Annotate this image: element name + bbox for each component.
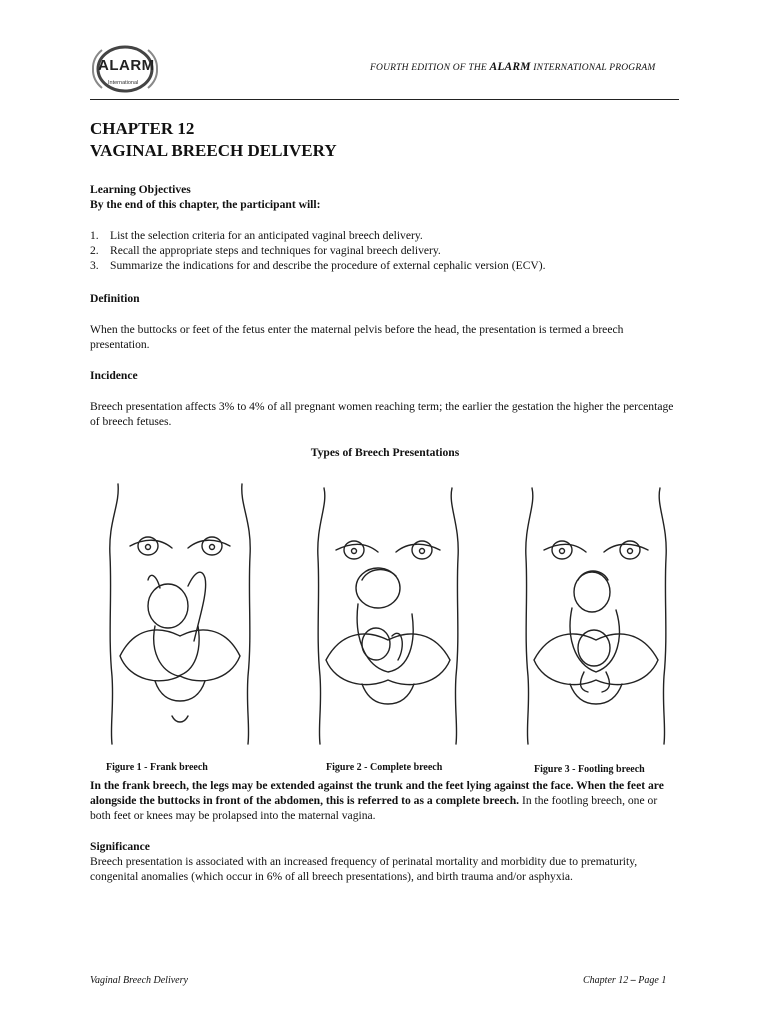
footer-chapter: Chapter 12 xyxy=(583,975,631,986)
objectives-list xyxy=(90,228,680,273)
list-item-number: 2. xyxy=(90,244,99,257)
footling-breech-illustration xyxy=(508,476,678,746)
header-rule xyxy=(90,99,679,100)
edition-suffix: INTERNATIONAL PROGRAM xyxy=(530,63,656,73)
types-paragraph xyxy=(90,778,680,823)
footer-page-number: Page 1 xyxy=(635,975,667,986)
footer-title: Vaginal Breech Delivery xyxy=(90,975,188,986)
list-item-number: 1. xyxy=(90,229,99,242)
definition-text: When the buttocks or feet of the fetus enter the maternal pelvis before the head, the presentation is termed a breech presentation. xyxy=(90,323,624,351)
list-item-text: List the selection criteria for an anticipated vaginal breech delivery. xyxy=(110,229,423,242)
figure-complete-breech xyxy=(302,476,472,773)
edition-heading xyxy=(370,61,690,73)
logo-subtext: International xyxy=(108,80,139,86)
list-item xyxy=(90,258,680,273)
objectives-heading: Learning Objectives xyxy=(90,183,191,196)
list-item-text: Summarize the indications for and describe the procedure of external cephalic version (ECV). xyxy=(110,259,546,272)
figure-frank-breech xyxy=(90,476,260,773)
figure-2-caption: Figure 2 - Complete breech xyxy=(326,762,443,773)
definition-heading: Definition xyxy=(90,292,140,305)
frank-breech-illustration xyxy=(90,476,260,746)
breech-figures xyxy=(90,476,680,776)
logo-text: ALARM xyxy=(98,57,155,74)
significance-text: Breech presentation is associated with an increased frequency of perinatal mortality and morbidity due to prematurity, congenital anomalies (which occur in 6% of all breech presentations), and birth trauma and/or asphyxia. xyxy=(90,855,638,883)
list-item-text: Recall the appropriate steps and techniques for vaginal breech delivery. xyxy=(110,244,441,257)
significance-heading: Significance xyxy=(90,840,150,853)
figure-3-caption: Figure 3 - Footling breech xyxy=(534,764,645,775)
alarm-logo xyxy=(90,42,160,96)
types-paragraph-bold: In the frank breech, the legs may be extended against the trunk and the feet lying against the face. When the feet are alongside the buttocks in front of the abdomen, this is referred to as a complete breech. xyxy=(90,779,664,807)
chapter-title: VAGINAL BREECH DELIVERY xyxy=(90,141,337,160)
list-item xyxy=(90,228,680,243)
footer-page xyxy=(583,975,666,986)
footer-dash: – xyxy=(630,975,636,986)
edition-prefix: FOURTH EDITION OF THE xyxy=(370,63,490,73)
list-item xyxy=(90,243,680,258)
incidence-text: Breech presentation affects 3% to 4% of all pregnant women reaching term; the earlier the gestation the higher the percentage of breech fetuses. xyxy=(90,400,674,428)
objectives-intro: By the end of this chapter, the participant will: xyxy=(90,198,321,211)
complete-breech-illustration xyxy=(302,476,472,746)
edition-brand: ALARM xyxy=(489,61,531,73)
figure-footling-breech xyxy=(508,476,678,775)
types-paragraph-normal: In the footling breech, one or both feet or knees may be prolapsed into the maternal vagina. xyxy=(90,794,658,822)
incidence-heading: Incidence xyxy=(90,369,138,382)
list-item-number: 3. xyxy=(90,259,99,272)
document-body xyxy=(90,118,680,884)
chapter-number: CHAPTER 12 xyxy=(90,119,195,138)
figure-1-caption: Figure 1 - Frank breech xyxy=(106,762,208,773)
figures-title: Types of Breech Presentations xyxy=(310,446,460,459)
